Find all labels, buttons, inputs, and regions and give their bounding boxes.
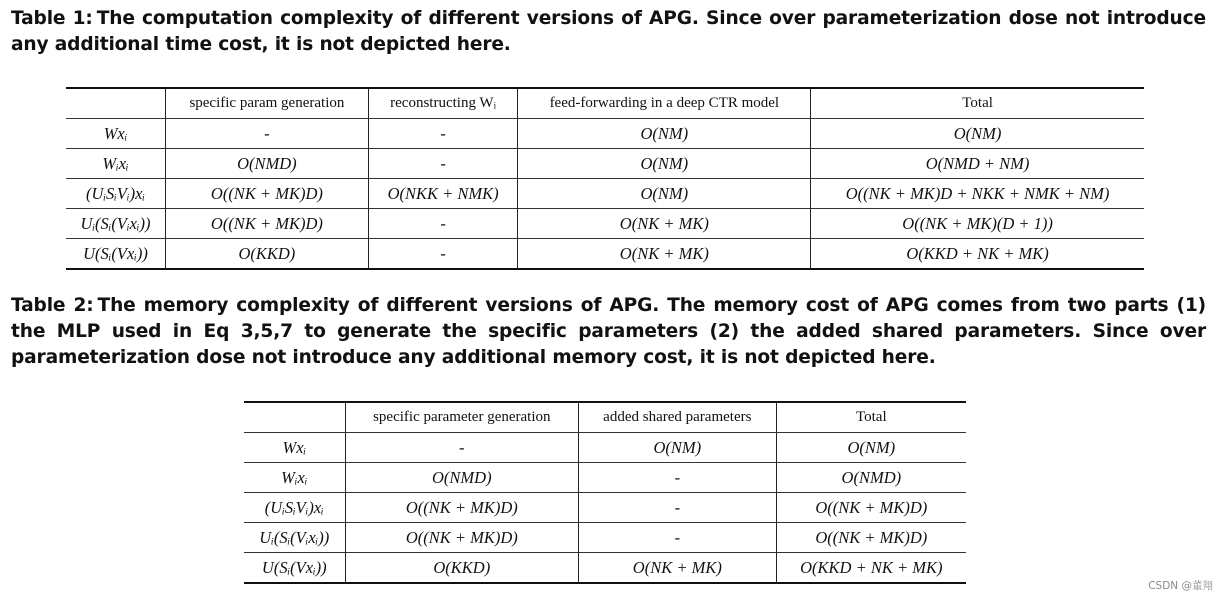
csdn-watermark: CSDN @董翔 [1148,580,1213,592]
table-cell: O(KKD + NK + MK) [776,553,966,584]
table-row [244,523,966,553]
table-cell: O(NM) [811,119,1144,149]
table-row [244,493,966,523]
table-cell: O(NMD) [166,149,369,179]
table-cell: O(NM) [776,433,966,463]
table-cell: - [578,523,776,553]
table1-label: Table 1: [11,8,93,29]
table-row [66,149,1144,179]
table1-header-param-generation: specific param generation [166,88,369,119]
table-cell: O((NK + MK)D) [776,493,966,523]
table1-header-corner [66,88,166,119]
table-row [66,239,1144,270]
table1-caption [11,6,1206,58]
table-cell: O(NM) [518,179,811,209]
table2-caption [11,293,1206,371]
table1-caption-text: The computation complexity of different versions of APG. Since over parameterization dose not introduce any additional time cost, it is not depicted here. [11,8,1206,55]
row-label: Wᵢxᵢ [66,149,166,179]
table-cell: O((NK + MK)D + NKK + NMK + NM) [811,179,1144,209]
table-cell: O(NM) [578,433,776,463]
table-cell: - [368,119,518,149]
table-cell: O(NKK + NMK) [368,179,518,209]
table-cell: O((NK + MK)D) [345,523,578,553]
table-cell: O(NMD) [345,463,578,493]
table-cell: O(NK + MK) [578,553,776,584]
row-label: (UᵢSᵢVᵢ)xᵢ [66,179,166,209]
table-cell: O((NK + MK)D) [166,209,369,239]
table-cell: - [166,119,369,149]
table1-header-reconstructing: reconstructing Wᵢ [368,88,518,119]
table-cell: - [368,209,518,239]
table-cell: O(NK + MK) [518,209,811,239]
table-row [66,209,1144,239]
table1-header-total: Total [811,88,1144,119]
table-cell: O(NM) [518,149,811,179]
table-row [244,463,966,493]
row-label: Uᵢ(Sᵢ(Vᵢxᵢ)) [244,523,345,553]
row-label: U(Sᵢ(Vxᵢ)) [244,553,345,584]
row-label: Wxᵢ [103,123,128,143]
row-label: Uᵢ(Sᵢ(Vᵢxᵢ)) [66,209,166,239]
table-cell: O((NK + MK)(D + 1)) [811,209,1144,239]
table2-header-param-generation: specific parameter generation [345,402,578,433]
table2-header-shared-params: added shared parameters [578,402,776,433]
row-label: Wxᵢ [282,437,307,457]
table-cell: O(NMD + NM) [811,149,1144,179]
table2-header-row [244,402,966,433]
table-cell: - [578,493,776,523]
computation-complexity-table [66,87,1144,270]
row-label: (UᵢSᵢVᵢ)xᵢ [244,493,345,523]
table-cell: O(NK + MK) [518,239,811,270]
table-cell: O(KKD) [166,239,369,270]
table-cell: - [368,149,518,179]
row-label: U(Sᵢ(Vxᵢ)) [66,239,166,270]
table2-caption-text: The memory complexity of different versions of APG. The memory cost of APG comes from two parts (1) the MLP used in Eq 3,5,7 to generate the specific parameters (2) the added shared parameters. Since over parameterization dose not introduce any additional memory cost, it is not depicted here. [11,295,1206,368]
table2-label: Table 2: [11,295,94,316]
table-cell: O((NK + MK)D) [166,179,369,209]
table-cell: - [368,239,518,270]
table-cell: O((NK + MK)D) [776,523,966,553]
table-cell: O(NMD) [776,463,966,493]
table-row [66,179,1144,209]
table1-header-feed-forwarding: feed-forwarding in a deep CTR model [518,88,811,119]
table-cell: O((NK + MK)D) [345,493,578,523]
table-row [66,119,1144,149]
table-cell: - [345,433,578,463]
memory-complexity-table [244,401,966,584]
table2-header-total: Total [776,402,966,433]
row-label: Wᵢxᵢ [244,463,345,493]
table-row [244,553,966,584]
table-cell: O(NM) [518,119,811,149]
table1-header-row [66,88,1144,119]
table2-header-corner [244,402,345,433]
table-row [244,433,966,463]
table-cell: O(KKD) [345,553,578,584]
table-cell: O(KKD + NK + MK) [811,239,1144,270]
table-cell: - [578,463,776,493]
